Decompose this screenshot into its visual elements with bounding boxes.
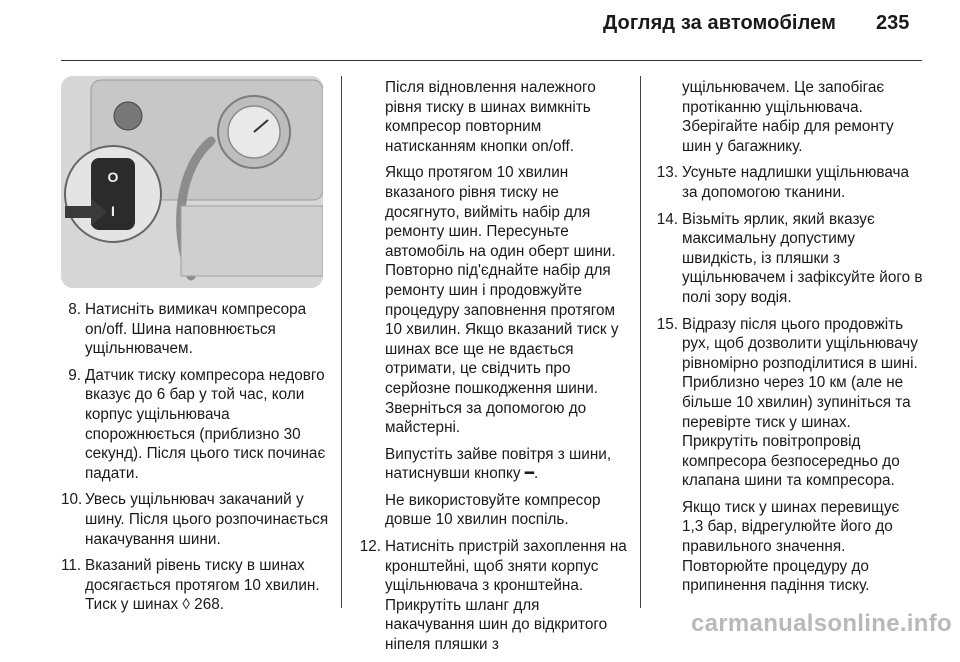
column-1 (61, 300, 331, 622)
page-number: 235 (876, 12, 910, 34)
paragraph: Не використовуйте компресор довше 10 хвилин поспіль. (385, 491, 601, 529)
compressor-switch-illustration-icon (61, 76, 323, 288)
list-item (61, 300, 331, 359)
list-item (652, 163, 924, 202)
item-text: Відразу після цього продовжіть рух, щоб дозволити ущільнювачу рівномірно розподілитися в шині. Приблизно через 10 км (але не більше 10 хвилин) зупиніться та перевірте тиск у шинах. Прикрутіть повітропровід компресора безпосередньо до клапана шини та компресора. (682, 315, 918, 490)
item-number: 8. (68, 301, 81, 318)
list-item (652, 315, 924, 596)
item-text: Вказаний рівень тиску в шинах досягається протягом 10 хвилин. Тиск у шинах ◊ 268. (85, 557, 320, 614)
list-item (61, 556, 331, 615)
list-item (61, 490, 331, 549)
compressor-illustration (61, 76, 323, 288)
item-text: Датчик тиску компресора недовго вказує до 6 бар у той час, коли корпус ущільнювача спорожнюється (приблизно 30 секунд). Після цього тиск починає падати. (85, 366, 326, 482)
list-item (652, 210, 924, 308)
switch-on-label: I (111, 203, 115, 219)
item-number: 9. (68, 366, 81, 384)
column-divider-1 (341, 76, 342, 608)
item-text: Увесь ущільнювач закачаний у шину. Після цього розпочинається накачування шини. (85, 491, 329, 548)
item-text: Якщо тиск у шинах перевищує 1,3 бар, відрегулюйте його до правильного значення. Повторюйте процедуру до припинення падіння тиску. (682, 498, 900, 595)
item-text: Візьміть ярлик, який вказує максимальну допустиму швидкість, із пляшки з ущільнювачем і зафіксуйте його в полі зору водія. (682, 210, 923, 306)
section-title: Догляд за автомобілем (602, 12, 836, 34)
item-number: 10. (61, 491, 83, 509)
paragraph: Випустіть зайве повітря з шини, натиснувши кнопку ━. (385, 445, 612, 483)
list-item (61, 366, 331, 484)
item-number: 11. (61, 557, 82, 575)
column-3 (652, 78, 924, 603)
item-text: Натисніть пристрій захоплення на кронштейні, щоб зняти корпус ущільнювача з кронштейна. Прикрутіть шланг для накачування шин до відкритого ніпеля пляшки з (385, 538, 627, 654)
item-number: 12. (359, 538, 381, 556)
item-number: 15. (656, 315, 678, 333)
item-text: Натисніть вимикач компресора on/off. Шина наповнюється ущільнювачем. (85, 301, 307, 358)
paragraph: Після відновлення належного рівня тиску в шинах вимкніть компресор повторним натисканням кнопки on/off. (385, 79, 596, 155)
column-2 (355, 78, 631, 662)
item-text: Усуньте надлишки ущільнювача за допомогою тканини. (682, 164, 909, 201)
header-divider (61, 60, 922, 61)
item-number: 13. (656, 164, 678, 182)
paragraph: ущільнювачем. Це запобігає протіканню ущільнювача. Зберігайте набір для ремонту шин у багажнику. (682, 79, 894, 155)
column-divider-2 (640, 76, 641, 608)
paragraph: Якщо протягом 10 хвилин вказаного рівня тиску не досягнуто, вийміть набір для ремонту шин. Пересуньте автомобіль на один оберт шини. Повторно під'єднайте набір для ремонту шин і продовжуйте процедуру заповнення протягом 10 хвилин. Якщо вказаний тиск у шинах все ще не вдається отримати, це свідчить про серйозне пошкодження шини. Зверніться за допомогою до майстерні. (385, 164, 619, 437)
list-item (355, 537, 631, 655)
watermark: carmanualsonline.info (690, 610, 952, 637)
switch-off-label: O (107, 169, 119, 185)
item-number: 14. (656, 210, 678, 228)
